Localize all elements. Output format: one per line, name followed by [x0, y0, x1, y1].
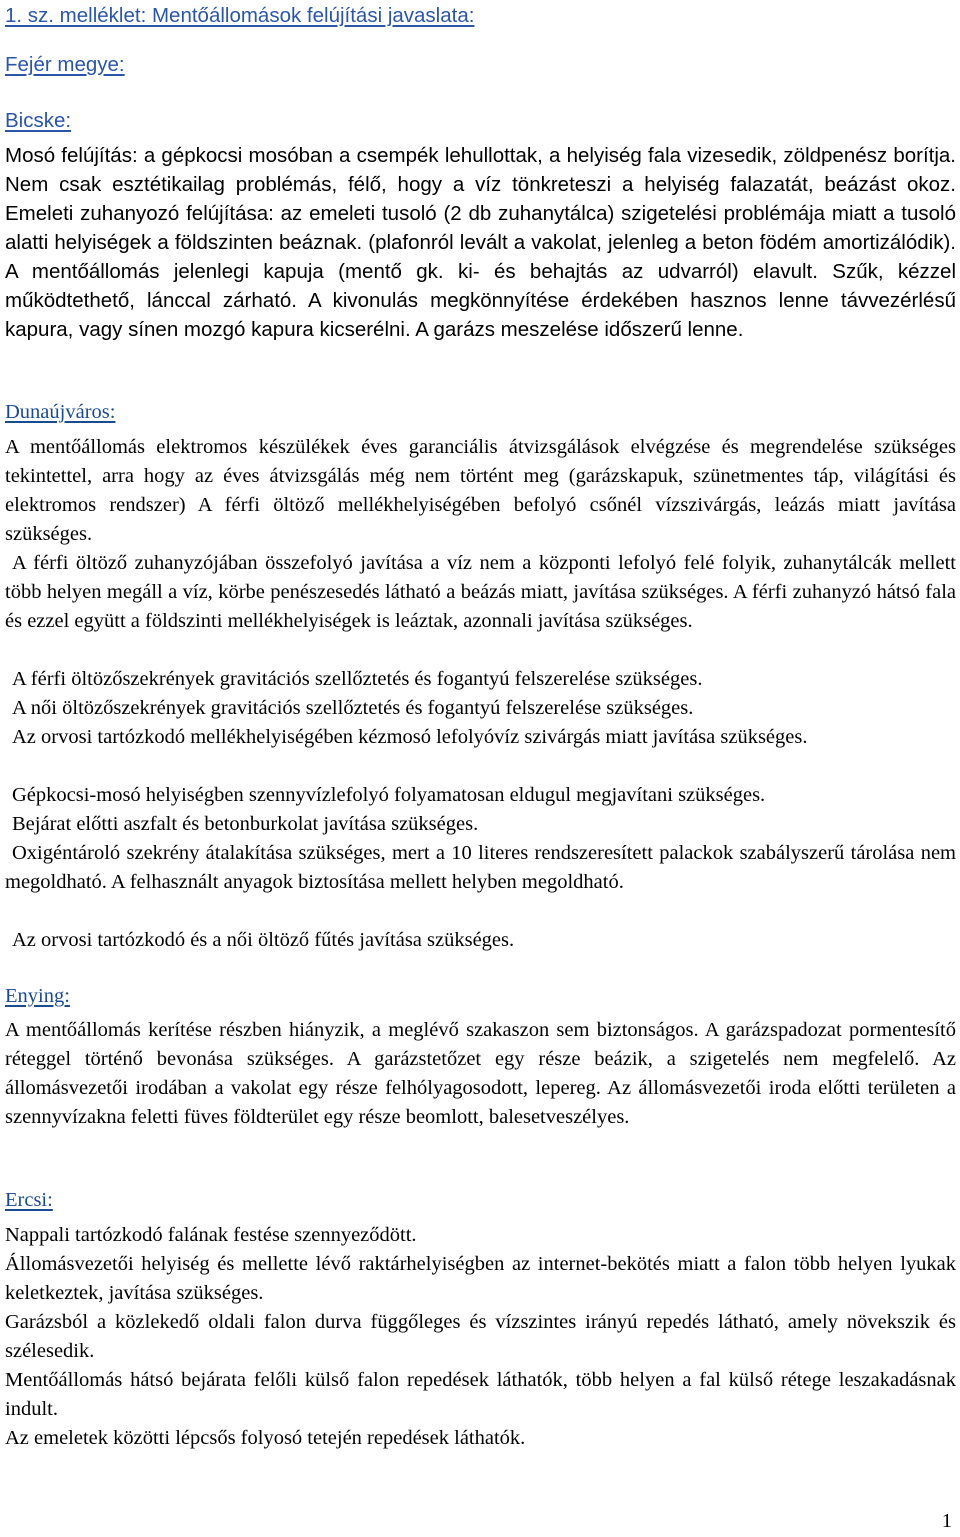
- ercsi-paragraph-4: Mentőállomás hátsó bejárata felőli külső falon repedések láthatók, több helyen a fal külső rétege leszakadásnak indult.: [5, 1369, 956, 1420]
- dunaujvaros-paragraph-7: Bejárat előtti aszfalt és betonburkolat javítása szükséges.: [12, 813, 479, 835]
- section-heading-ercsi: Ercsi:: [5, 1189, 53, 1211]
- page-number: 1: [941, 1510, 952, 1532]
- section-heading-enying: Enying:: [5, 985, 70, 1007]
- dunaujvaros-paragraph-6: Gépkocsi-mosó helyiségben szennyvízlefolyó folyamatosan eldugul megjavítani szükséges.: [12, 784, 766, 806]
- enying-paragraph: A mentőállomás kerítése részben hiányzik, a meglévő szakaszon sem biztonságos. A garázspadozat pormentesítő réteggel történő bevonása szükséges. A garázstetőzet egy része beázik, a szigetelés nem megfelelő. Az állomásvezetői irodában a vakolat egy része felhólyagosodott, lepereg. Az állomásvezetői iroda előtti területen a szennyvízakna feletti füves földterület egy része beomlott, balesetveszélyes.: [5, 1019, 956, 1128]
- document-title: 1. sz. melléklet: Mentőállomások felújítási javaslata:: [5, 4, 475, 27]
- ercsi-paragraph-3: Garázsból a közlekedő oldali falon durva függőleges és vízszintes irányú repedés látható, amely növekszik és szélesedik.: [5, 1311, 956, 1362]
- dunaujvaros-paragraph-5: Az orvosi tartózkodó mellékhelyiségében kézmosó lefolyóvíz szivárgás miatt javítása szükséges.: [12, 726, 808, 748]
- dunaujvaros-paragraph-4: A női öltözőszekrények gravitációs szellőztetés és fogantyú felszerelése szükséges.: [12, 697, 694, 719]
- dunaujvaros-paragraph-8: Oxigéntároló szekrény átalakítása szükséges, mert a 10 literes rendszeresített palackok szabályszerű tárolása nem megoldható. A felhasznált anyagok biztosítása mellett helyben megoldható.: [5, 842, 956, 893]
- bicske-paragraph: Mosó felújítás: a gépkocsi mosóban a csempék lehullottak, a helyiség fala vizesedik, zöldpenész borítja. Nem csak esztétikailag problémás, félő, hogy a víz tönkreteszi a helyiség falazatát, beázást okoz. Emeleti zuhanyozó felújítása: az emeleti tusoló (2 db zuhanytálca) szigetelési problémája miatt a tusoló alatti helyiségek a földszinten beáznak. (plafonról levált a vakolat, jelenleg a beton födém amortizálódik). A mentőállomás jelenlegi kapuja (mentő gk. ki- és behajtás az udvarról) elavult. Szűk, kézzel működtethető, lánccal zárható. A kivonulás megkönnyítése érdekében hasznos lenne távvezérlésű kapura, vagy sínen mozgó kapura kicserélni. A garázs meszelése időszerű lenne.: [5, 144, 956, 341]
- ercsi-paragraph-1: Nappali tartózkodó falának festése szennyeződött.: [5, 1224, 417, 1246]
- county-heading: Fejér megye:: [5, 53, 125, 76]
- section-heading-bicske: Bicske:: [5, 109, 72, 132]
- dunaujvaros-paragraph-1: A mentőállomás elektromos készülékek éves garanciális átvizsgálások elvégzése és megrendelése szükséges tekintettel, arra hogy az éves átvizsgálás még nem történt meg (garázskapuk, szünetmentes táp, világítási és elektromos rendszer) A férfi öltöző mellékhelyiségében befolyó csőnél vízszivárgás, leázás miatt javítása szükséges.: [5, 436, 956, 545]
- section-heading-dunaujvaros: Dunaújváros:: [5, 401, 116, 423]
- dunaujvaros-paragraph-9: Az orvosi tartózkodó és a női öltöző fűtés javítása szükséges.: [12, 929, 515, 951]
- ercsi-paragraph-5: Az emeletek közötti lépcsős folyosó tetején repedések láthatók.: [5, 1427, 526, 1449]
- dunaujvaros-paragraph-2: A férfi öltöző zuhanyzójában összefolyó javítása a víz nem a központi lefolyó felé folyik, zuhanytálcák mellett több helyen megáll a víz, körbe penészesedés látható a beázás miatt, javítása szükséges. A férfi zuhanyzó hátsó fala és ezzel együtt a földszinti mellékhelyiségek is leáztak, azonnali javítása szükséges.: [5, 552, 956, 632]
- dunaujvaros-paragraph-3: A férfi öltözőszekrények gravitációs szellőztetés és fogantyú felszerelése szükséges.: [12, 668, 703, 690]
- ercsi-paragraph-2: Állomásvezetői helyiség és mellette lévő raktárhelyiségben az internet-bekötés miatt a falon több helyen lyukak keletkeztek, javítása szükséges.: [5, 1253, 956, 1304]
